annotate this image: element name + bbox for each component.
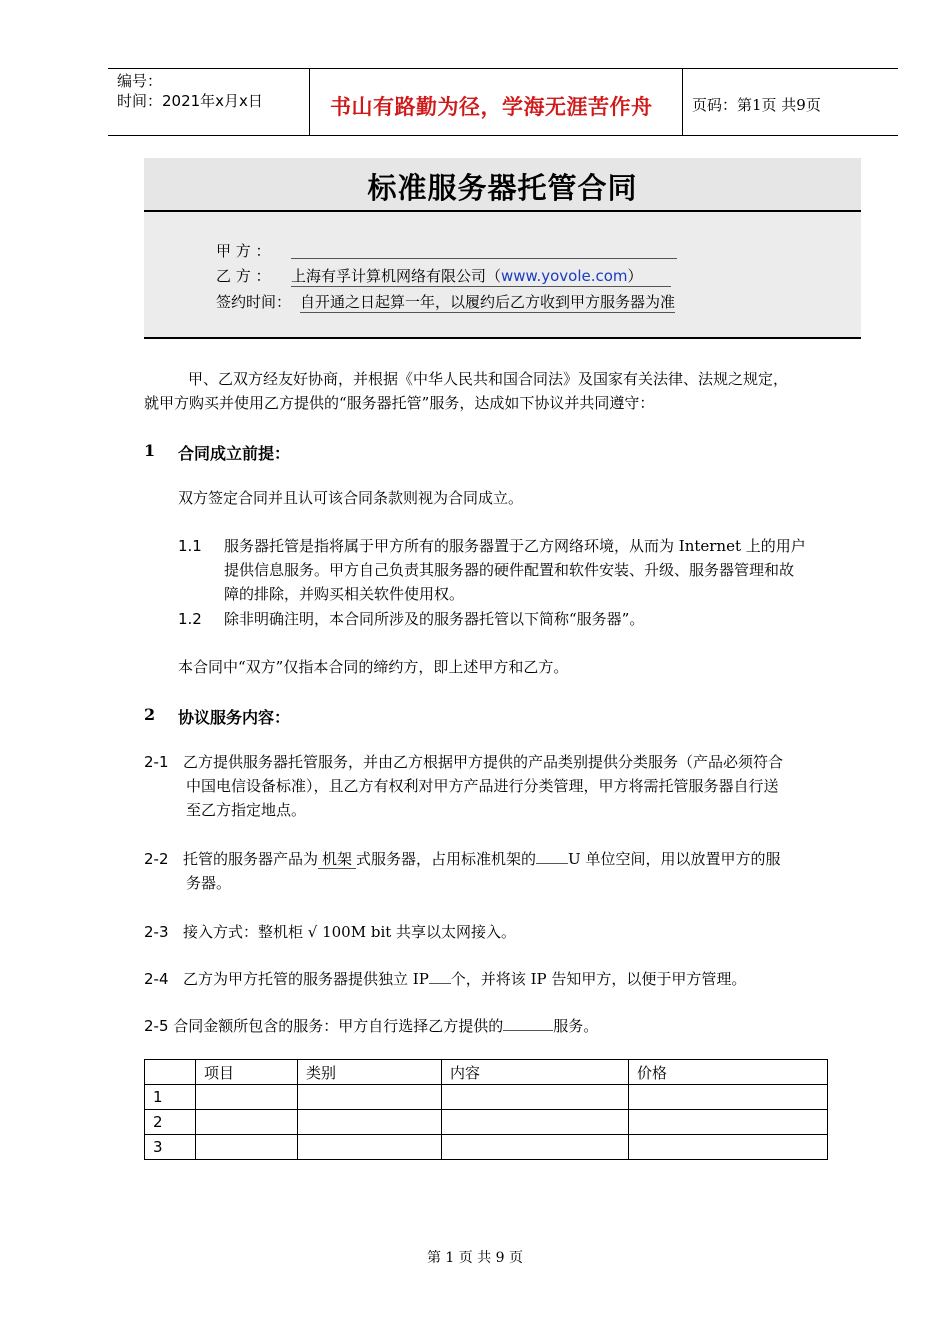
table-cell <box>196 1135 298 1160</box>
table-cell <box>442 1135 629 1160</box>
table-row <box>145 1110 828 1135</box>
sign-label: 签约时间： <box>216 293 292 311</box>
table-cell <box>442 1110 629 1135</box>
clause-2-4-text-b: 个，并将该 IP 告知甲方，以便于甲方管理。 <box>450 970 747 988</box>
clause-2-2-text-b: 式服务器，占用标准机架的 <box>356 850 537 868</box>
intro-line-1: 甲、乙双方经友好协商，并根据《中华人民共和国合同法》及国家有关法律、法规之规定， <box>188 370 789 388</box>
clause-1-1-number: 1.1 <box>178 537 202 555</box>
page-info: 页码：第1页 共9页 <box>692 96 821 114</box>
table-cell <box>196 1085 298 1110</box>
header-top-rule <box>108 68 898 69</box>
sign-value: 自开通之日起算一年，以履约后乙方收到甲方服务器为准 <box>300 293 676 311</box>
table-row <box>145 1135 828 1160</box>
table-header-row <box>145 1060 828 1085</box>
table-cell: 3 <box>145 1135 196 1160</box>
clause-2-3-text: 接入方式：整机柜 √ 100M bit 共享以太网接入。 <box>183 923 517 941</box>
section-1-para-2: 本合同中“双方”仅指本合同的缔约方，即上述甲方和乙方。 <box>178 658 569 676</box>
clause-2-1-line-2: 中国电信设备标准），且乙方有权利对甲方产品进行分类管理，甲方将需托管服务器自行送 <box>186 777 779 795</box>
clause-2-2-text-c: U 单位空间，用以放置甲方的服 <box>568 850 781 868</box>
table-header-cell: 项目 <box>196 1060 298 1085</box>
clause-2-2-line-1 <box>183 847 780 871</box>
table-header-cell <box>145 1060 196 1085</box>
service-price-table <box>144 1059 828 1160</box>
clause-1-2-number: 1.2 <box>178 610 202 628</box>
clause-2-1-line-1: 乙方提供服务器托管服务，并由乙方根据甲方提供的产品类别提供分类服务（产品必须符合 <box>183 753 784 771</box>
section-1-title: 合同成立前提： <box>178 444 291 463</box>
section-2-number: 2 <box>144 705 156 724</box>
header-bottom-rule <box>108 135 898 136</box>
header-divider-1 <box>309 68 310 136</box>
header-motto: 书山有路勤为径，学海无涯苦作舟 <box>330 94 653 119</box>
section-1-para-1: 双方签定合同并且认可该合同条款则视为合同成立。 <box>178 489 524 507</box>
party-a-blank <box>291 258 677 259</box>
clause-2-2-text-a: 托管的服务器产品为 <box>183 850 319 868</box>
table-cell <box>629 1085 828 1110</box>
table-cell <box>298 1085 442 1110</box>
table-cell <box>629 1110 828 1135</box>
service-blank <box>503 1016 553 1031</box>
clause-1-2-text: 除非明确注明，本合同所涉及的服务器托管以下简称“服务器”。 <box>224 610 645 628</box>
party-b-name: 上海有孚计算机网络有限公司（ <box>291 267 502 285</box>
clause-1-1-line-2: 提供信息服务。甲方自己负责其服务器的硬件配置和软件安装、升级、服务器管理和故 <box>224 561 795 579</box>
header-divider-2 <box>682 68 683 136</box>
table-header-cell: 类别 <box>298 1060 442 1085</box>
number-label: 编号： <box>117 72 163 90</box>
clause-2-2-number: 2-2 <box>144 850 169 868</box>
table-cell <box>442 1085 629 1110</box>
clause-2-5-number: 2-5 <box>144 1017 169 1035</box>
section-2-title: 协议服务内容： <box>178 708 291 727</box>
clause-2-5-text-b: 服务。 <box>553 1017 599 1035</box>
clause-2-2-line-2: 务器。 <box>186 874 232 892</box>
clause-2-5-text-a: 合同金额所包含的服务：甲方自行选择乙方提供的 <box>173 1017 504 1035</box>
table-row <box>145 1085 828 1110</box>
page-footer: 第 1 页 共 9 页 <box>426 1250 524 1266</box>
party-b-close: ） <box>627 267 643 285</box>
table-header-cell: 价格 <box>629 1060 828 1085</box>
section-1-number: 1 <box>144 441 156 460</box>
ip-count-blank <box>429 969 451 984</box>
table-cell <box>196 1110 298 1135</box>
time-label: 时间：2021年x月x日 <box>117 92 263 110</box>
table-header-cell: 内容 <box>442 1060 629 1085</box>
clause-2-5-text <box>144 1014 598 1038</box>
clause-2-1-line-3: 至乙方指定地点。 <box>186 801 307 819</box>
rack-type-fill: 机架 <box>318 850 356 869</box>
parties-box <box>144 212 861 339</box>
intro-line-2: 就甲方购买并使用乙方提供的“服务器托管”服务，达成如下协议并共同遵守： <box>144 394 655 412</box>
page-title: 标准服务器托管合同 <box>367 171 638 205</box>
clause-1-1-line-3: 障的排除，并购买相关软件使用权。 <box>224 585 465 603</box>
table-cell: 2 <box>145 1110 196 1135</box>
clause-2-4-text <box>183 967 746 991</box>
table-cell <box>298 1135 442 1160</box>
party-b-value <box>291 265 671 287</box>
clause-2-4-text-a: 乙方为甲方托管的服务器提供独立 IP <box>183 970 429 988</box>
clause-2-3-number: 2-3 <box>144 923 169 941</box>
clause-1-1-line-1: 服务器托管是指将属于甲方所有的服务器置于乙方网络环境，从而为 Internet 上的用户 <box>224 537 806 555</box>
table-cell <box>298 1110 442 1135</box>
rack-units-blank <box>536 849 568 864</box>
header-meta <box>117 71 263 111</box>
party-a-label: 甲 方 ： <box>216 242 271 260</box>
clause-2-4-number: 2-4 <box>144 970 169 988</box>
party-b-website-link[interactable]: www.yovole.com <box>501 267 628 285</box>
table-cell <box>629 1135 828 1160</box>
title-box <box>144 158 861 212</box>
party-b-label: 乙 方 ： <box>216 267 271 285</box>
table-cell: 1 <box>145 1085 196 1110</box>
clause-2-1-number: 2-1 <box>144 753 169 771</box>
